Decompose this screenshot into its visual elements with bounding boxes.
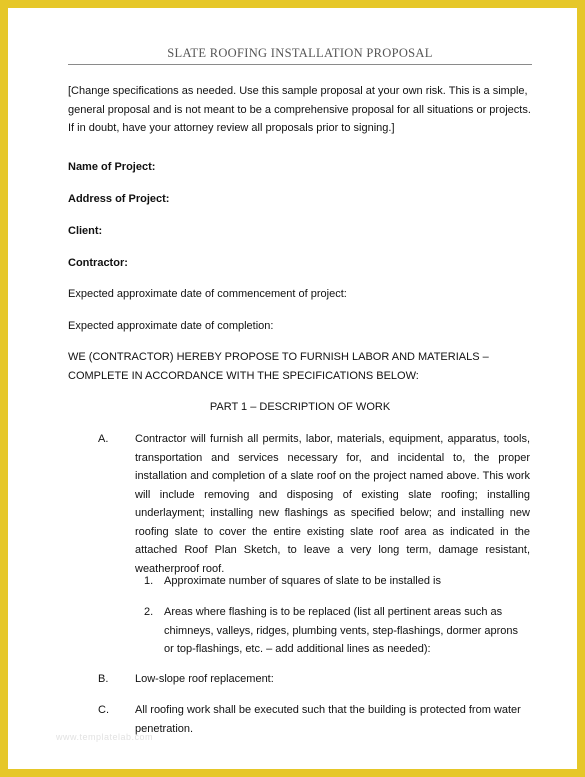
proposal-statement: WE (CONTRACTOR) HEREBY PROPOSE TO FURNISH LABOR AND MATERIALS – COMPLETE IN ACCORDANCE WITH THE SPECIFICATIONS BELOW:	[68, 351, 489, 382]
document-page	[16, 16, 585, 777]
item-a-text: Contractor will furnish all permits, labor, materials, equipment, apparatus, tools, transportation and services necessary for, and incidental to, the proper installation and completion of a slate roof on the project named above. This work will include removing and disposing of existing slate roofing; installing underlayment; installing new flashings as specified below; and installing new roofing slate to cover the entire existing slate roof area as indicated in the attached Roof Plan Sketch, to leave a very long term, damage resistant, weatherproof roof.	[135, 433, 530, 575]
item-b-text: Low-slope roof replacement:	[135, 673, 274, 685]
item-b-marker: B.	[98, 673, 109, 685]
intro-paragraph: [Change specifications as needed. Use this sample proposal at your own risk. This is a simple, general proposal and is not meant to be a comprehensive proposal for all situations or projects. If in doubt, have your attorney review all proposals prior to signing.]	[68, 85, 531, 134]
item-a1-text: Approximate number of squares of slate to be installed is	[164, 575, 441, 587]
completion-date-label: Expected approximate date of completion:	[68, 320, 274, 332]
address-of-project-label: Address of Project:	[68, 193, 170, 205]
item-a1-marker: 1.	[144, 575, 154, 587]
commencement-date-label: Expected approximate date of commencement of project:	[68, 288, 347, 300]
item-a2-text: Areas where flashing is to be replaced (list all pertinent areas such as chimneys, valleys, ridges, plumbing vents, step-flashings, dormer aprons or top-flashings, etc. – add additional lines as needed):	[164, 606, 518, 655]
part1-heading: PART 1 – DESCRIPTION OF WORK	[209, 401, 391, 413]
document-title: SLATE ROOFING INSTALLATION PROPOSAL	[167, 46, 433, 60]
contractor-label: Contractor:	[68, 257, 128, 269]
name-of-project-label: Name of Project:	[68, 161, 156, 173]
watermark: www.templatelab.com	[56, 732, 154, 742]
title-underline	[68, 64, 532, 65]
item-c-marker: C.	[98, 704, 109, 716]
item-a-marker: A.	[98, 433, 109, 445]
item-c-text: All roofing work shall be executed such that the building is protected from water penetration.	[135, 704, 521, 735]
client-label: Client:	[68, 225, 103, 237]
item-a2-marker: 2.	[144, 606, 154, 618]
